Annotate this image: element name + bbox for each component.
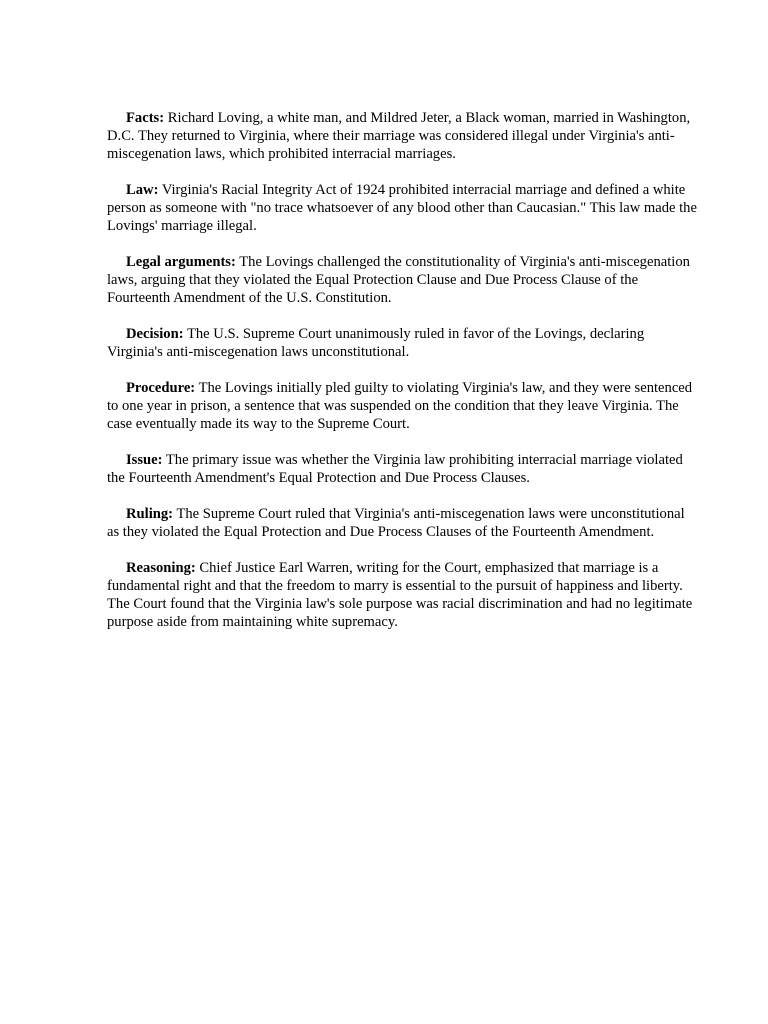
paragraph-law — [107, 181, 699, 235]
paragraph-text: The Lovings challenged the constitutionality of Virginia's anti-miscegenation laws, arguing that they violated the Equal Protection Clause and Due Process Clause of the Fourteenth Amendment of the U.S. Constitution. — [107, 254, 690, 306]
paragraph-text: The Lovings initially pled guilty to violating Virginia's law, and they were sentenced to one year in prison, a sentence that was suspended on the condition that they leave Virginia. The case eventually made its way to the Supreme Court. — [107, 380, 693, 432]
paragraph-text: The Supreme Court ruled that Virginia's anti-miscegenation laws were unconstitutional as they violated the Equal Protection and Due Process Clauses of the Fourteenth Amendment. — [107, 506, 685, 540]
paragraph-label: Issue: — [126, 452, 163, 468]
paragraph-reasoning — [107, 559, 699, 631]
paragraph-text: Chief Justice Earl Warren, writing for the Court, emphasized that marriage is a fundamental right and that the freedom to marry is essential to the pursuit of happiness and liberty. The Court found that the Virginia law's sole purpose was racial discrimination and had no legitimate purpose aside from maintaining white supremacy. — [107, 560, 693, 630]
paragraph-label: Decision: — [126, 326, 184, 342]
paragraph-label: Ruling: — [126, 506, 174, 522]
document-body — [107, 109, 699, 649]
paragraph-label: Reasoning: — [126, 560, 196, 576]
paragraph-ruling — [107, 505, 699, 541]
paragraph-text: The U.S. Supreme Court unanimously ruled in favor of the Lovings, declaring Virginia's anti-miscegenation laws unconstitutional. — [107, 326, 645, 360]
paragraph-text: Virginia's Racial Integrity Act of 1924 prohibited interracial marriage and defined a white person as someone with "no trace whatsoever of any blood other than Caucasian." This law made the Lovings' marriage illegal. — [107, 182, 697, 234]
paragraph-facts — [107, 109, 699, 163]
paragraph-label: Law: — [126, 182, 159, 198]
paragraph-text: Richard Loving, a white man, and Mildred Jeter, a Black woman, married in Washington, D.C. They returned to Virginia, where their marriage was considered illegal under Virginia's anti-miscegenation laws, which prohibited interracial marriages. — [107, 110, 691, 162]
paragraph-label: Procedure: — [126, 380, 196, 396]
paragraph-text: The primary issue was whether the Virginia law prohibiting interracial marriage violated the Fourteenth Amendment's Equal Protection and Due Process Clauses. — [107, 452, 683, 486]
paragraph-decision — [107, 325, 699, 361]
paragraph-legal-arguments — [107, 253, 699, 307]
paragraph-label: Facts: — [126, 110, 165, 126]
paragraph-issue — [107, 451, 699, 487]
paragraph-procedure — [107, 379, 699, 433]
paragraph-label: Legal arguments: — [126, 254, 236, 270]
